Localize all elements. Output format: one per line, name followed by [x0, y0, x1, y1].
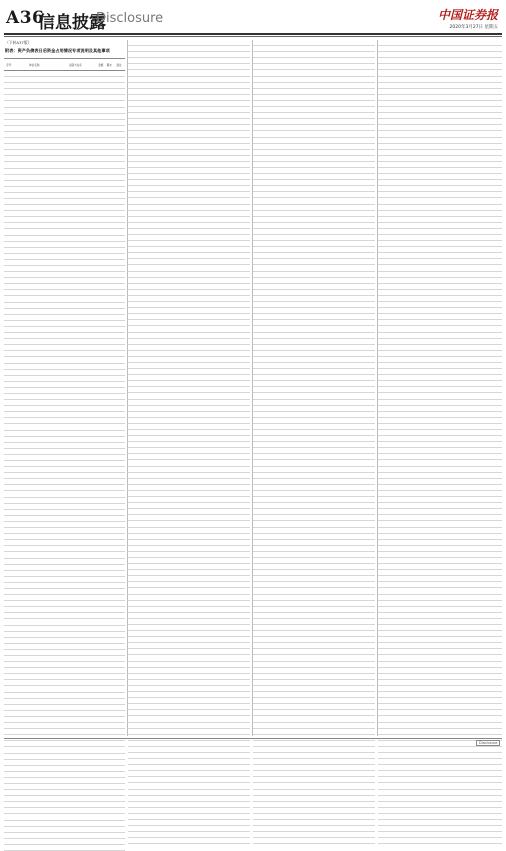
table-cell	[106, 844, 113, 850]
notice-title: 附表：资产负债表日后资金占用情况专项说明及其他事项	[5, 48, 125, 53]
table-cell	[221, 838, 231, 844]
table-header-cell: 备注	[113, 59, 125, 71]
table-cell	[128, 838, 138, 844]
table-cell	[430, 838, 472, 844]
table-header-cell: 金额	[96, 59, 106, 71]
data-table	[128, 40, 250, 844]
table-cell	[113, 844, 125, 850]
table-cell	[472, 838, 482, 844]
footer-tag: Disclosure	[476, 740, 500, 746]
table-cell	[238, 838, 250, 844]
notice-heading	[5, 40, 125, 53]
table-header-cell: 期末	[106, 59, 113, 71]
newspaper-logo: 中国证券报	[438, 6, 498, 23]
table-header-cell: 单位名称	[14, 59, 55, 71]
table-row	[253, 838, 375, 844]
table-cell	[230, 838, 237, 844]
table-row	[4, 844, 125, 850]
table-column-4	[378, 40, 502, 736]
data-table	[4, 58, 125, 851]
table-header-cell: 关联方关系	[55, 59, 96, 71]
table-cell	[482, 838, 489, 844]
table-header-row	[4, 59, 125, 71]
table-cell	[4, 844, 14, 850]
table-cell	[363, 838, 375, 844]
table-cell	[378, 838, 388, 844]
page-number: A36	[6, 8, 44, 28]
table-cell	[263, 838, 304, 844]
table-row	[128, 838, 250, 844]
table-cell	[14, 844, 55, 850]
table-cell	[346, 838, 356, 844]
table-cell	[55, 844, 96, 850]
table-cell	[490, 838, 502, 844]
footer-rule	[4, 738, 502, 739]
page-header	[0, 0, 506, 38]
issue-date: 2020年3月27日 星期五	[450, 24, 498, 30]
table-cell	[179, 838, 220, 844]
section-title: 信息披露	[38, 8, 106, 33]
data-table	[378, 40, 502, 844]
table-cell	[138, 838, 179, 844]
continued-note: （下转A37版）	[5, 40, 125, 46]
section-subtitle: Disclosure	[96, 11, 163, 26]
table-row	[378, 838, 502, 844]
table-column-1	[4, 58, 125, 736]
header-rule	[4, 33, 502, 35]
table-cell	[388, 838, 430, 844]
table-cell	[96, 844, 106, 850]
table-column-2	[128, 40, 250, 736]
table-column-3	[253, 40, 375, 736]
table-header-cell: 序号	[4, 59, 14, 71]
table-cell	[253, 838, 263, 844]
data-table	[253, 40, 375, 844]
header-rule-thin	[4, 36, 502, 37]
table-cell	[304, 838, 345, 844]
table-cell	[355, 838, 362, 844]
